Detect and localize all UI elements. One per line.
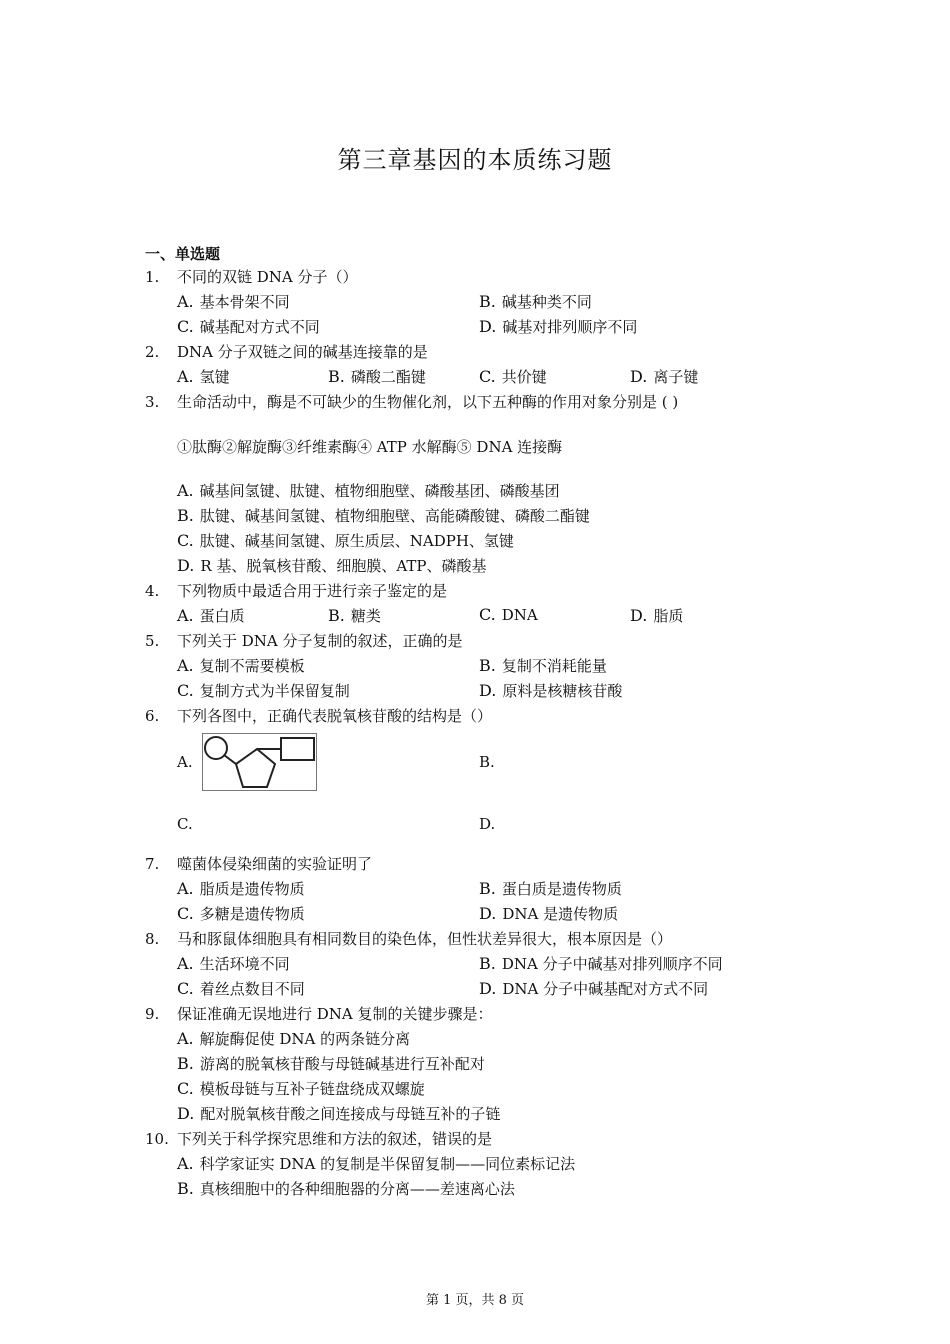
option-a: A. 复制不需要模板: [177, 656, 305, 675]
option-a: A. 解旋酶促使 DNA 的两条链分离: [177, 1029, 411, 1048]
option-d: D. 碱基对排列顺序不同: [479, 317, 638, 336]
question-number: 10.: [145, 1130, 169, 1148]
question-1: [145, 266, 785, 287]
question-text: 下列关于 DNA 分子复制的叙述，正确的是: [177, 632, 463, 650]
question-5: [145, 630, 785, 651]
nucleotide-structure-icon: [203, 734, 316, 790]
option-b: B. 糖类: [328, 606, 381, 625]
option-a-label: A.: [177, 753, 193, 771]
option-a: A. 碱基间氢键、肽键、植物细胞壁、磷酸基团、磷酸基团: [177, 481, 560, 500]
question-text: 下列各图中，正确代表脱氧核苷酸的结构是（）: [177, 707, 493, 725]
option-b: B. 磷酸二酯键: [328, 367, 426, 386]
option-d: D. DNA 分子中碱基配对方式不同: [479, 979, 709, 998]
enzyme-list: ①肽酶②解旋酶③纤维素酶④ ATP 水解酶⑤ DNA 连接酶: [177, 438, 563, 456]
question-number: 2.: [145, 343, 160, 361]
option-c: C. 复制方式为半保留复制: [177, 681, 350, 700]
question-10: [145, 1128, 785, 1149]
option-d: D. 离子键: [630, 367, 699, 386]
option-b: B. DNA 分子中碱基对排列顺序不同: [479, 954, 723, 973]
question-text: 不同的双链 DNA 分子（）: [177, 268, 358, 286]
question-text: DNA 分子双链之间的碱基连接靠的是: [177, 343, 428, 361]
option-c: C. 着丝点数目不同: [177, 979, 305, 998]
option-d: D. 配对脱氧核苷酸之间连接成与母链互补的子链: [177, 1104, 501, 1123]
option-d: D. R 基、脱氧核苷酸、细胞膜、ATP、磷酸基: [177, 556, 487, 575]
option-c-label: C.: [177, 815, 193, 833]
question-number: 5.: [145, 632, 160, 650]
option-d: D. 原料是核糖核苷酸: [479, 681, 623, 700]
option-b: B. 蛋白质是遗传物质: [479, 879, 622, 898]
option-c: C. DNA: [479, 605, 538, 624]
option-b: B. 复制不消耗能量: [479, 656, 607, 675]
question-8: [145, 928, 785, 949]
question-text: 噬菌体侵染细菌的实验证明了: [177, 855, 373, 873]
question-number: 6.: [145, 707, 160, 725]
option-a: A. 科学家证实 DNA 的复制是半保留复制——同位素标记法: [177, 1154, 576, 1173]
section-heading: 一、单选题: [145, 245, 221, 263]
question-9: [145, 1003, 785, 1024]
option-c: C. 共价键: [479, 367, 547, 386]
option-c: C. 碱基配对方式不同: [177, 317, 320, 336]
question-7: [145, 853, 785, 874]
option-b: B. 肽键、碱基间氢键、植物细胞壁、高能磷酸键、磷酸二酯键: [177, 506, 590, 525]
page-footer: 第 1 页，共 8 页: [425, 1293, 525, 1308]
option-a: A. 生活环境不同: [177, 954, 290, 973]
question-number: 3.: [145, 393, 160, 411]
option-d: D. DNA 是遗传物质: [479, 904, 619, 923]
option-b: B. 真核细胞中的各种细胞器的分离——差速离心法: [177, 1179, 515, 1198]
page-title: 第三章基因的本质练习题: [337, 146, 613, 174]
question-6: [145, 705, 785, 726]
option-a: A. 氢键: [177, 367, 230, 386]
question-text: 下列关于科学探究思维和方法的叙述，错误的是: [177, 1130, 493, 1148]
question-number: 1.: [145, 268, 160, 286]
option-d: D. 脂质: [630, 606, 684, 625]
question-text: 生命活动中，酶是不可缺少的生物催化剂，以下五种酶的作用对象分别是 ( ): [177, 393, 679, 411]
question-3: [145, 391, 785, 412]
option-a: A. 蛋白质: [177, 606, 245, 625]
option-c: C. 多糖是遗传物质: [177, 904, 305, 923]
option-a: A. 脂质是遗传物质: [177, 879, 305, 898]
option-c: C. 肽键、碱基间氢键、原生质层、NADPH、氢键: [177, 531, 514, 550]
question-text: 保证准确无误地进行 DNA 复制的关键步骤是：: [177, 1005, 493, 1023]
question-text: 下列物质中最适合用于进行亲子鉴定的是: [177, 582, 448, 600]
question-2: [145, 341, 785, 362]
option-b-label: B.: [479, 753, 495, 771]
option-b: B. 游离的脱氧核苷酸与母链碱基进行互补配对: [177, 1054, 485, 1073]
question-text: 马和豚鼠体细胞具有相同数目的染色体，但性状差异很大，根本原因是（）: [177, 930, 673, 948]
question-number: 4.: [145, 582, 160, 600]
question-number: 8.: [145, 930, 160, 948]
nucleotide-diagram-image: [202, 733, 317, 791]
question-number: 7.: [145, 855, 160, 873]
option-d-label: D.: [479, 815, 496, 833]
option-b: B. 碱基种类不同: [479, 292, 592, 311]
question-number: 9.: [145, 1005, 160, 1023]
option-c: C. 模板母链与互补子链盘绕成双螺旋: [177, 1079, 425, 1098]
question-4: [145, 580, 785, 601]
option-a: A. 基本骨架不同: [177, 292, 290, 311]
